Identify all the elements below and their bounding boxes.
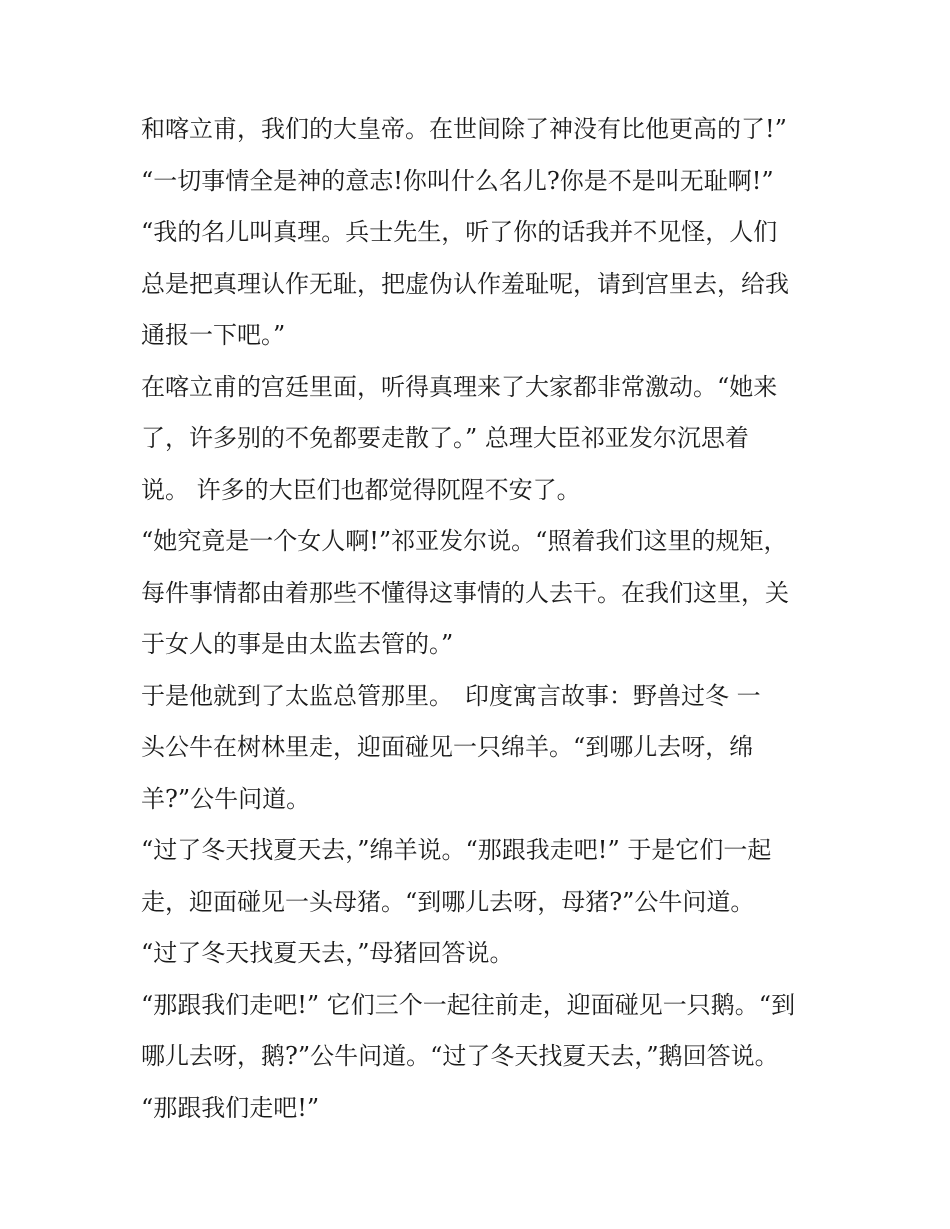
text-line: 于是他就到了太监总管那里。 印度寓言故事：野兽过冬 一 [141,681,761,710]
text-line: 于女人的事是由太监去管的。” [141,630,454,658]
text-line: 羊?”公牛问道。 [141,784,311,813]
text-line: 总是把真理认作无耻，把虚伪认作羞耻呢，请到宫里去，给我 [141,269,789,298]
text-line: “她究竟是一个女人啊!”祁亚发尔说。“照着我们这里的规矩， [141,527,788,555]
text-line: “我的名儿叫真理。兵士先生，听了你的话我并不见怪，人们 [141,218,778,246]
text-line: 头公牛在树林里走，迎面碰见一只绵羊。“到哪儿去呀，绵 [141,733,754,761]
text-line: 了，许多别的不免都要走散了。” 总理大臣祁亚发尔沉思着 [141,424,749,452]
text-line: “那跟我们走吧!” [141,1093,320,1122]
text-line: 走，迎面碰见一头母猪。“到哪儿去呀，母猪?”公牛问道。 [141,887,755,916]
text-line: 通报一下吧。” [141,321,286,349]
text-line: “那跟我们走吧!” 它们三个一起往前走，迎面碰见一只鹅。“到 [141,990,796,1019]
text-line: 哪儿去呀，鹅?”公牛问道。“过了冬天找夏天去，”鹅回答说。 [141,1042,779,1070]
text-line: 和喀立甫，我们的大皇帝。在世间除了神没有比他更高的了!” [141,115,787,143]
text-line: 每件事情都由着那些不懂得这事情的人去干。在我们这里，关 [141,578,789,607]
body-text [141,104,821,1134]
text-line: “过了冬天找夏天去，”绵羊说。“那跟我走吧!” 于是它们一起 [141,836,772,864]
text-line: “过了冬天找夏天去，”母猪回答说。 [141,939,514,967]
text-line: 在喀立甫的宫廷里面，听得真理来了大家都非常激动。“她来 [141,372,778,401]
text-line: “一切事情全是神的意志!你叫什么名儿?你是不是叫无耻啊!” [141,166,774,195]
text-line: 说。 许多的大臣们也都觉得阢陧不安了。 [141,475,581,504]
